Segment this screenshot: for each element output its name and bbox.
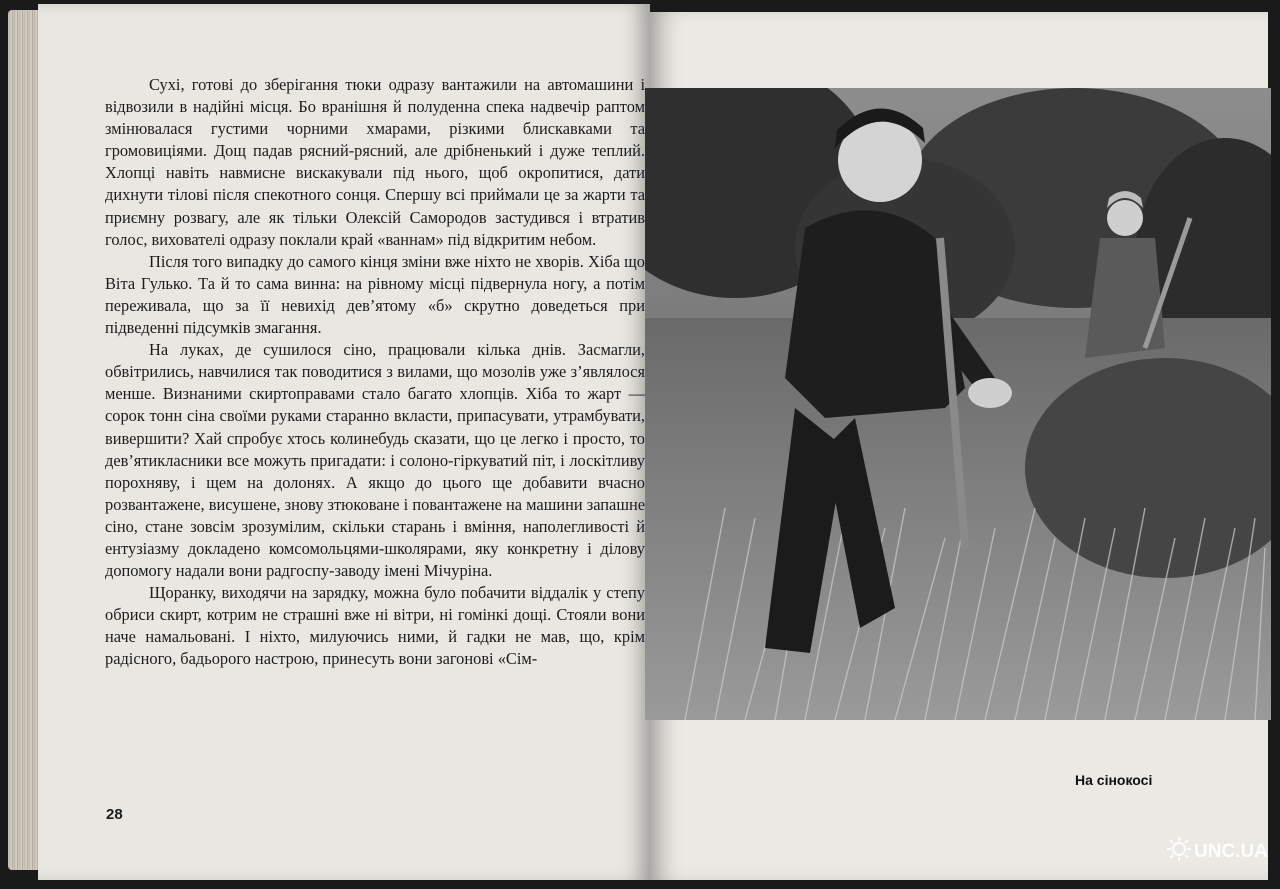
- left-page-text: [105, 74, 645, 671]
- page-number: 28: [106, 806, 123, 823]
- paragraph-1: Сухі, готові до зберігання тюки одразу вантажили на автомашини і відвозили в надійні місця. Бо вранішня й полуденна спека надвечір раптом змінювалася густими чорними хмарами, різкими блискавками та громовиціями. Дощ падав рясний-рясний, але дрібненький і дуже теплий. Хлопці навіть навмисне вискакували під нього, щоб окропитися, дати дихнути тілові після спекотного сонця. Спершу всі приймали це за жарти та приємну розвагу, але як тільки Олексій Самородов застудився і втратив голос, вихователі одразу поклали край «ваннам» під відкритим небом.: [105, 75, 645, 249]
- haymaking-photo: [645, 88, 1271, 720]
- paragraph-2: Після того випадку до самого кінця зміни вже ніхто не хворів. Хіба що Віта Гулько. Та й то сама винна: на рівному місці підвернула ногу, а потім переживала, що за її невихід дев’ятому «б» скрутно доведеться при підведенні підсумків змагання.: [105, 251, 645, 338]
- haymaking-photo-illustration: [645, 88, 1271, 720]
- paragraph-4: Щоранку, виходячи на зарядку, можна було побачити віддалік у степу обриси скирт, котрим не страшні вже ні вітри, ні гомінкі дощі. Стояли вони наче намальовані. І ніхто, милуючись ними, й гадки не мав, що, крім радісного, бадьорого настрою, принесуть вони загонові «Сім-: [105, 583, 645, 669]
- watermark: [1166, 836, 1268, 868]
- watermark-text: UNC.UA: [1194, 841, 1268, 862]
- page-edges: [8, 10, 40, 870]
- photo-caption: На сінокосі: [1075, 772, 1153, 788]
- paragraph-3: На луках, де сушилося сіно, працювали кілька днів. Засмагли, обвітрились, навчилися так поводитися з вилами, що мозолів уже з’являлося менше. Визнаними скиртоправами стало багато хлопців. Хіба то жарт — сорок тонн сіна своїми руками старанно вкласти, припасувати, утрамбувати, вивершити? Хай спробує хтось колинебудь сказати, що це легко і просто, то дев’ятикласники все можуть пригадати: і солоно-гіркуватий піт, і лоскітливу порохняву, і щем на долонях. А якщо до цього ще добавити вчасно розвантажене, висушене, знову зтюковане і повантажене на машини запашне сіно, стане зовсім зрозумілим, скільки старань і вміння, наполегливості й ентузіазму докладено комсомольцями-школярами, яку конкретну і ділову допомогу надали вони радгоспу-заводу імені Мічуріна.: [105, 340, 645, 581]
- sun-logo-icon: [1166, 836, 1192, 868]
